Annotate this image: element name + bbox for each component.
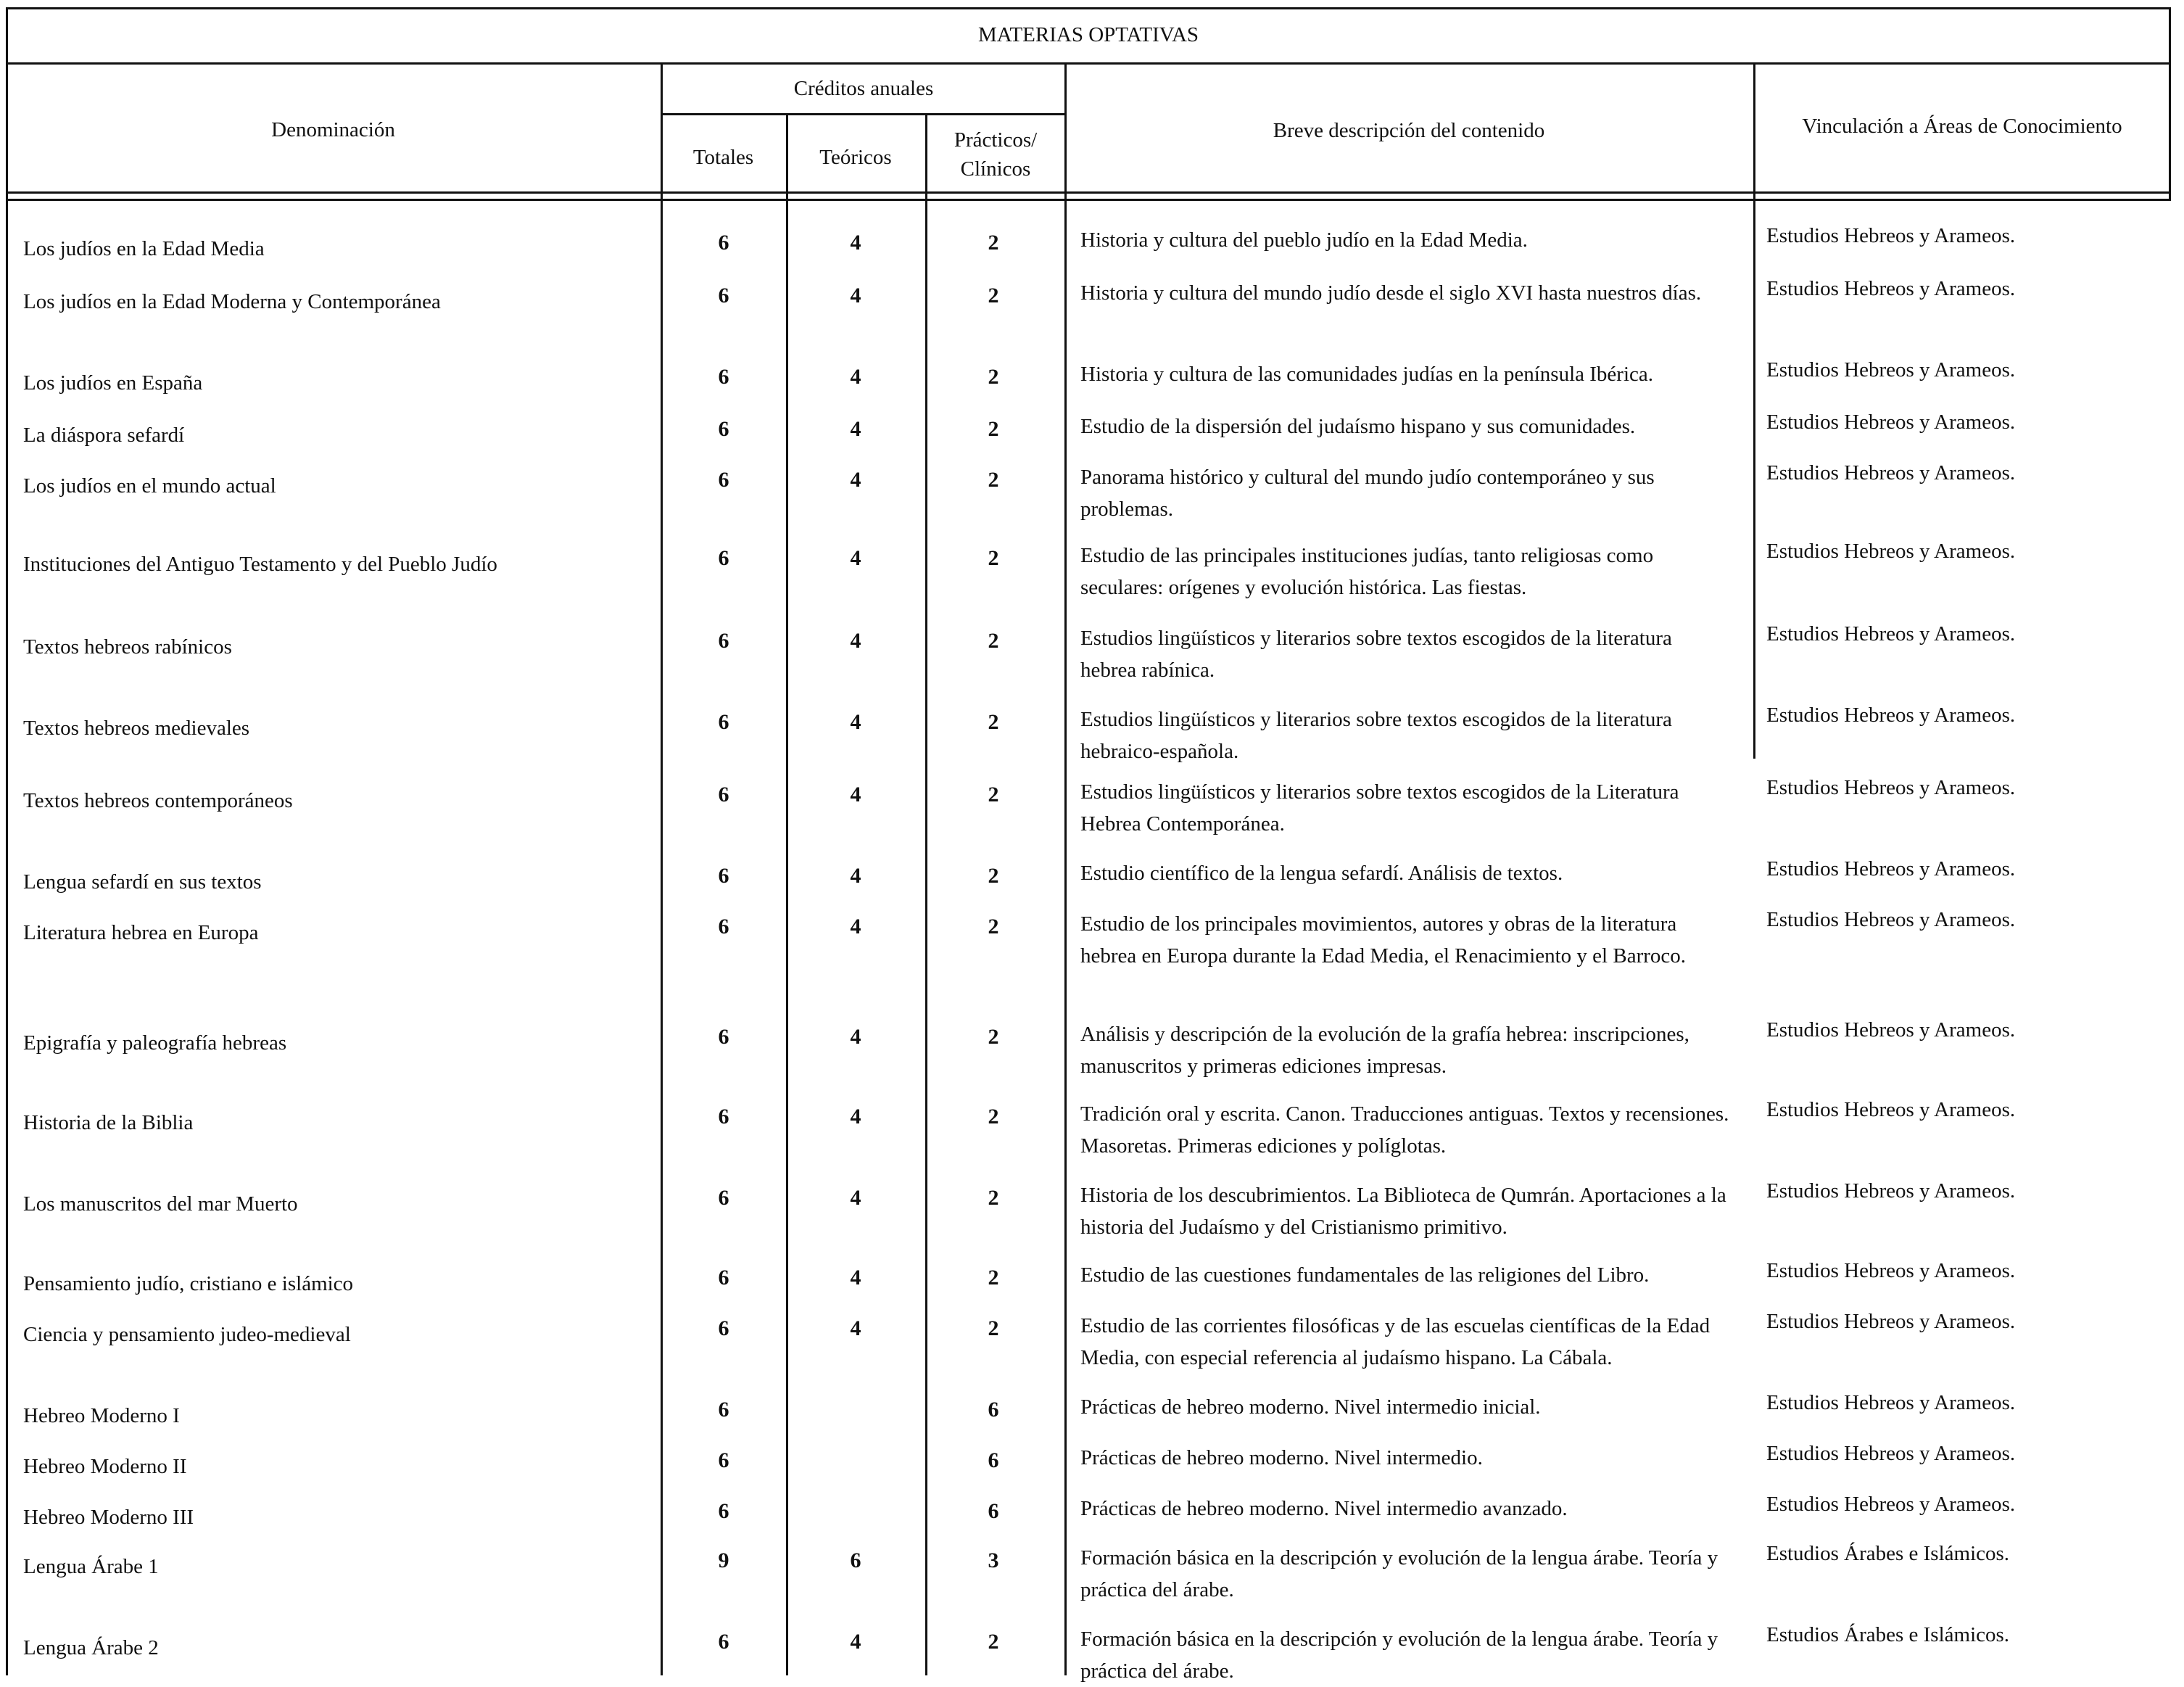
- row-totales: 6: [718, 365, 729, 389]
- row-practicos: 2: [988, 710, 999, 734]
- row-descripcion: Análisis y descripción de la evolución de la grafía hebrea: inscripciones, manuscritos y primeras ediciones impresas.: [1080, 1023, 1689, 1078]
- row-practicos: 2: [988, 915, 999, 939]
- row-practicos: 2: [988, 1105, 999, 1129]
- row-teoricos: 4: [850, 1630, 861, 1654]
- row-teoricos: 4: [850, 365, 861, 389]
- row-denominacion: Los judíos en el mundo actual: [23, 474, 276, 498]
- row-practicos: 6: [988, 1448, 999, 1472]
- row-descripcion: Tradición oral y escrita. Canon. Traducciones antiguas. Textos y recensiones. Masoretas. Primeras ediciones y políglotas.: [1080, 1102, 1729, 1158]
- row-totales: 6: [718, 1316, 729, 1340]
- row-practicos: 6: [988, 1499, 999, 1523]
- row-practicos: 2: [988, 864, 999, 888]
- row-vinculacion: Estudios Hebreos y Arameos.: [1766, 908, 2016, 931]
- row-denominacion: Hebreo Moderno II: [23, 1455, 187, 1478]
- row-teoricos: 4: [850, 1025, 861, 1049]
- row-totales: 6: [718, 1499, 729, 1523]
- row-vinculacion: Estudios Hebreos y Arameos.: [1766, 857, 2016, 880]
- row-totales: 6: [718, 1025, 729, 1049]
- row-denominacion: Hebreo Moderno I: [23, 1404, 180, 1427]
- row-vinculacion: Estudios Hebreos y Arameos.: [1766, 1442, 2016, 1465]
- row-descripcion: Estudios lingüísticos y literarios sobre textos escogidos de la Literatura Hebrea Contemporánea.: [1080, 780, 1679, 836]
- row-totales: 6: [718, 1448, 729, 1472]
- header-teoricos: Teóricos: [819, 146, 892, 169]
- row-descripcion: Estudio científico de la lengua sefardí. Análisis de textos.: [1080, 862, 1563, 885]
- row-totales: 6: [718, 417, 729, 441]
- row-descripcion: Estudio de las principales instituciones judías, tanto religiosas como seculares: orígenes y evolución histórica. Las fiestas.: [1080, 544, 1654, 599]
- row-practicos: 2: [988, 468, 999, 492]
- header-creditos: Créditos anuales: [793, 77, 934, 100]
- row-practicos: 2: [988, 284, 999, 308]
- row-vinculacion: Estudios Hebreos y Arameos.: [1766, 277, 2016, 300]
- row-descripcion: Formación básica en la descripción y evolución de la lengua árabe. Teoría y práctica del árabe.: [1080, 1628, 1718, 1683]
- row-teoricos: 4: [850, 1105, 861, 1129]
- row-descripcion: Prácticas de hebreo moderno. Nivel intermedio avanzado.: [1080, 1497, 1568, 1520]
- row-denominacion: Los judíos en la Edad Moderna y Contemporánea: [23, 290, 441, 313]
- row-denominacion: Historia de la Biblia: [23, 1111, 194, 1134]
- title-separator: [6, 62, 2171, 65]
- row-denominacion: Textos hebreos medievales: [23, 717, 250, 740]
- row-descripcion: Estudio de las cuestiones fundamentales de las religiones del Libro.: [1080, 1263, 1650, 1287]
- row-totales: 6: [718, 468, 729, 492]
- row-descripcion: Historia y cultura del mundo judío desde el siglo XVI hasta nuestros días.: [1080, 281, 1702, 305]
- row-totales: 6: [718, 915, 729, 939]
- row-totales: 6: [718, 629, 729, 653]
- row-descripcion: Estudios lingüísticos y literarios sobre textos escogidos de la literatura hebraico-española.: [1080, 708, 1672, 763]
- col-sep-denominacion: [661, 62, 663, 1675]
- row-teoricos: 4: [850, 284, 861, 308]
- row-vinculacion: Estudios Hebreos y Arameos.: [1766, 1179, 2016, 1203]
- row-practicos: 2: [988, 1266, 999, 1290]
- row-vinculacion: Estudios Hebreos y Arameos.: [1766, 358, 2016, 381]
- row-totales: 6: [718, 783, 729, 807]
- row-practicos: 2: [988, 783, 999, 807]
- table-title: MATERIAS OPTATIVAS: [977, 23, 1199, 46]
- row-teoricos: 6: [850, 1548, 861, 1572]
- row-descripcion: Panorama histórico y cultural del mundo judío contemporáneo y sus problemas.: [1080, 466, 1655, 521]
- row-practicos: 3: [988, 1548, 999, 1572]
- row-teoricos: 4: [850, 417, 861, 441]
- row-totales: 9: [718, 1548, 729, 1572]
- row-descripcion: Estudios lingüísticos y literarios sobre textos escogidos de la literatura hebrea rabínica.: [1080, 627, 1672, 682]
- row-descripcion: Estudio de los principales movimientos, autores y obras de la literatura hebrea en Europa durante la Edad Media, el Renacimiento y el Barroco.: [1080, 912, 1687, 968]
- row-practicos: 2: [988, 1316, 999, 1340]
- row-totales: 6: [718, 1398, 729, 1422]
- row-teoricos: 4: [850, 629, 861, 653]
- row-teoricos: 4: [850, 1316, 861, 1340]
- row-vinculacion: Estudios Árabes e Islámicos.: [1766, 1542, 2010, 1565]
- row-denominacion: Lengua Árabe 2: [23, 1636, 159, 1659]
- row-denominacion: Ciencia y pensamiento judeo-medieval: [23, 1323, 351, 1346]
- row-descripcion: Formación básica en la descripción y evolución de la lengua árabe. Teoría y práctica del árabe.: [1080, 1546, 1718, 1601]
- row-vinculacion: Estudios Hebreos y Arameos.: [1766, 704, 2016, 727]
- row-practicos: 2: [988, 417, 999, 441]
- header-denominacion: Denominación: [271, 118, 395, 141]
- row-practicos: 2: [988, 1630, 999, 1654]
- header-bottom-border-2: [6, 199, 2171, 201]
- row-totales: 6: [718, 710, 729, 734]
- row-practicos: 2: [988, 1025, 999, 1049]
- row-vinculacion: Estudios Hebreos y Arameos.: [1766, 1493, 2016, 1516]
- row-practicos: 2: [988, 1186, 999, 1210]
- row-vinculacion: Estudios Hebreos y Arameos.: [1766, 1391, 2016, 1414]
- row-totales: 6: [718, 1186, 729, 1210]
- row-totales: 6: [718, 284, 729, 308]
- row-vinculacion: Estudios Árabes e Islámicos.: [1766, 1623, 2010, 1646]
- row-descripcion: Historia y cultura de las comunidades judías en la península Ibérica.: [1080, 363, 1653, 386]
- row-denominacion: Pensamiento judío, cristiano e islámico: [23, 1272, 354, 1295]
- document-page: [6, 7, 2171, 1683]
- row-practicos: 6: [988, 1398, 999, 1422]
- row-teoricos: 4: [850, 546, 861, 570]
- row-teoricos: 4: [850, 1266, 861, 1290]
- row-vinculacion: Estudios Hebreos y Arameos.: [1766, 1018, 2016, 1042]
- row-totales: 6: [718, 1630, 729, 1654]
- row-vinculacion: Estudios Hebreos y Arameos.: [1766, 224, 2016, 247]
- row-vinculacion: Estudios Hebreos y Arameos.: [1766, 622, 2016, 645]
- row-teoricos: 4: [850, 468, 861, 492]
- row-practicos: 2: [988, 546, 999, 570]
- row-denominacion: Los manuscritos del mar Muerto: [23, 1192, 298, 1216]
- header-bottom-border: [6, 191, 2171, 194]
- row-denominacion: Los judíos en la Edad Media: [23, 237, 265, 260]
- row-vinculacion: Estudios Hebreos y Arameos.: [1766, 461, 2016, 484]
- header-descripcion: Breve descripción del contenido: [1273, 119, 1545, 142]
- row-descripcion: Historia y cultura del pueblo judío en la Edad Media.: [1080, 228, 1528, 252]
- row-denominacion: Los judíos en España: [23, 371, 203, 395]
- credits-header-separator: [661, 113, 1067, 115]
- row-teoricos: 4: [850, 231, 861, 255]
- header-totales: Totales: [692, 146, 754, 169]
- row-teoricos: 4: [850, 783, 861, 807]
- col-sep-totales: [786, 113, 788, 1675]
- row-descripcion: Prácticas de hebreo moderno. Nivel intermedio.: [1080, 1446, 1483, 1469]
- col-sep-practicos: [1064, 62, 1067, 1675]
- row-denominacion: Instituciones del Antiguo Testamento y del Pueblo Judío: [23, 553, 497, 576]
- row-denominacion: La diáspora sefardí: [23, 424, 185, 447]
- row-teoricos: 4: [850, 710, 861, 734]
- row-vinculacion: Estudios Hebreos y Arameos.: [1766, 776, 2016, 799]
- row-denominacion: Lengua sefardí en sus textos: [23, 870, 262, 894]
- row-practicos: 2: [988, 231, 999, 255]
- header-practicos: Prácticos/ Clínicos: [954, 128, 1038, 181]
- table-top-border: [6, 7, 2171, 9]
- row-denominacion: Hebreo Moderno III: [23, 1506, 194, 1529]
- row-vinculacion: Estudios Hebreos y Arameos.: [1766, 1098, 2016, 1121]
- row-practicos: 2: [988, 365, 999, 389]
- row-descripcion: Prácticas de hebreo moderno. Nivel intermedio inicial.: [1080, 1395, 1541, 1419]
- row-teoricos: 4: [850, 864, 861, 888]
- col-sep-teoricos: [925, 113, 927, 1675]
- row-totales: 6: [718, 231, 729, 255]
- header-vinculacion: Vinculación a Áreas de Conocimiento: [1802, 115, 2122, 138]
- row-descripcion: Estudio de la dispersión del judaísmo hispano y sus comunidades.: [1080, 415, 1636, 438]
- row-totales: 6: [718, 864, 729, 888]
- row-practicos: 2: [988, 629, 999, 653]
- row-descripcion: Estudio de las corrientes filosóficas y de las escuelas científicas de la Edad Media, con especial referencia al judaísmo hispano. La Cábala.: [1080, 1314, 1711, 1369]
- row-denominacion: Epigrafía y paleografía hebreas: [23, 1031, 287, 1055]
- row-denominacion: Literatura hebrea en Europa: [23, 921, 259, 944]
- row-totales: 6: [718, 546, 729, 570]
- row-vinculacion: Estudios Hebreos y Arameos.: [1766, 411, 2016, 434]
- row-denominacion: Lengua Árabe 1: [23, 1555, 159, 1578]
- row-vinculacion: Estudios Hebreos y Arameos.: [1766, 1259, 2016, 1282]
- row-denominacion: Textos hebreos rabínicos: [23, 635, 232, 659]
- row-vinculacion: Estudios Hebreos y Arameos.: [1766, 1310, 2016, 1333]
- row-teoricos: 4: [850, 915, 861, 939]
- row-denominacion: Textos hebreos contemporáneos: [23, 789, 293, 812]
- table-left-border: [6, 7, 8, 1675]
- col-sep-descripcion: [1753, 62, 1755, 759]
- row-teoricos: 4: [850, 1186, 861, 1210]
- row-totales: 6: [718, 1266, 729, 1290]
- row-totales: 6: [718, 1105, 729, 1129]
- row-vinculacion: Estudios Hebreos y Arameos.: [1766, 540, 2016, 563]
- row-descripcion: Historia de los descubrimientos. La Biblioteca de Qumrán. Aportaciones a la historia del Judaísmo y del Cristianismo primitivo.: [1080, 1184, 1726, 1239]
